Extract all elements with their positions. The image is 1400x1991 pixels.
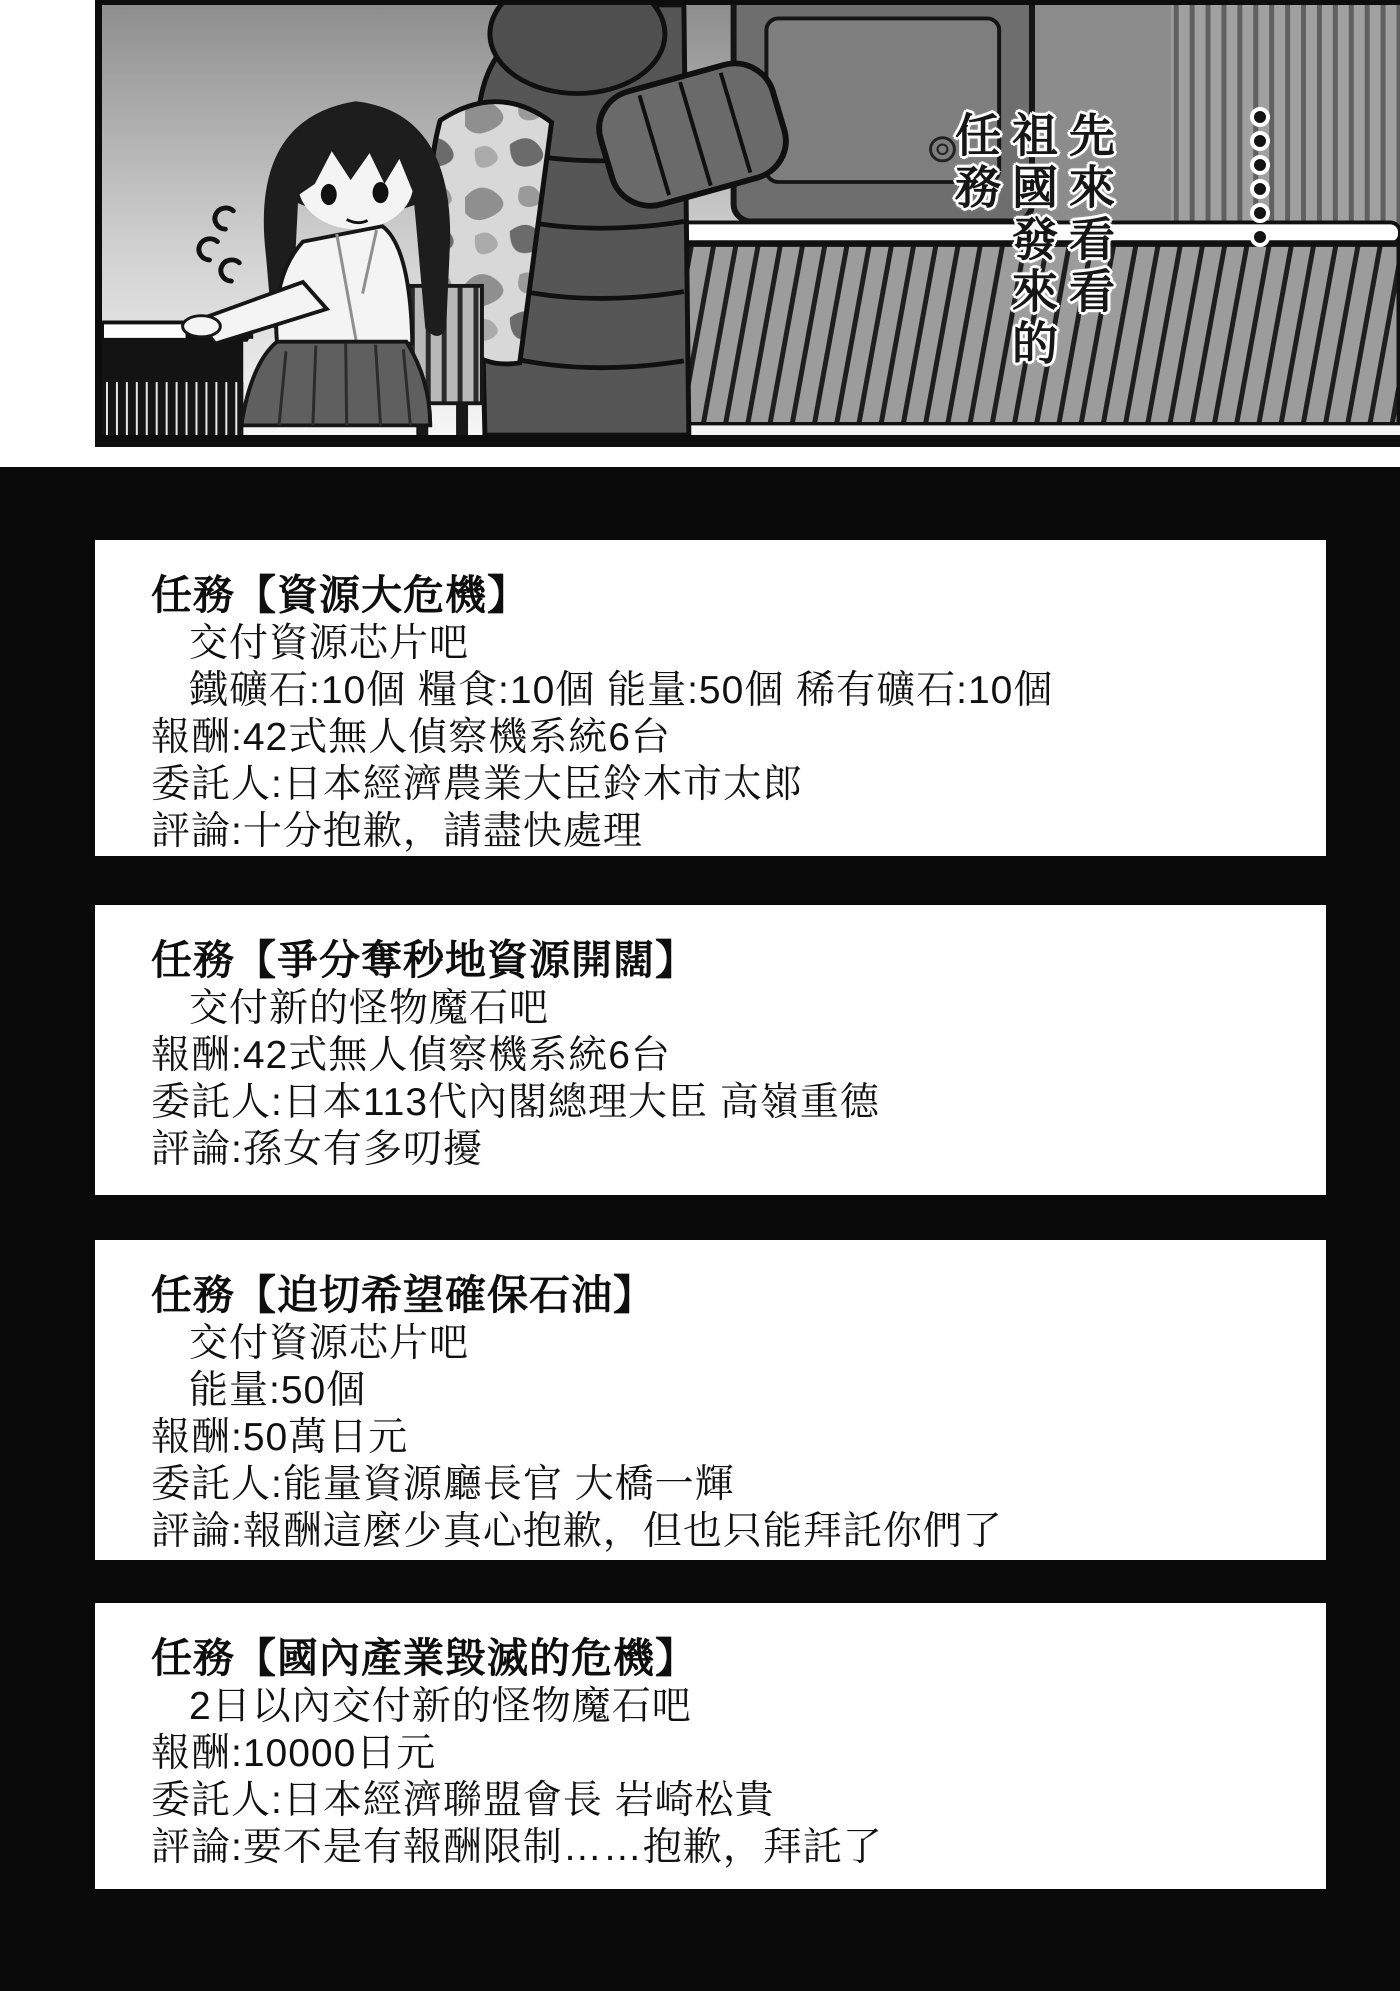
manga-panel-illustration	[102, 5, 1400, 435]
ellipsis-dot	[1250, 131, 1270, 151]
mission-title: 任務【國內產業毀滅的危機】	[151, 1635, 697, 1681]
mission-title: 任務【爭分奪秒地資源開闊】	[151, 937, 697, 983]
mission-line: 評論:報酬這麼少真心抱歉，但也只能拜託你們了	[151, 1510, 1003, 1553]
mission-title: 任務【資源大危機】	[151, 572, 529, 618]
mission-line: 鐵礦石:10個 糧食:10個 能量:50個 稀有礦石:10個	[189, 669, 1054, 712]
mission-line: 交付資源芯片吧	[189, 1322, 470, 1365]
mission-card-content	[95, 540, 1326, 855]
mission-line: 能量:50個	[189, 1369, 367, 1412]
speech-text-column: 任務	[949, 111, 1001, 215]
pleated-skirt	[241, 342, 430, 426]
mission-line: 報酬:42式無人偵察機系統6台	[151, 1034, 671, 1077]
ellipsis-dot	[1250, 107, 1270, 127]
mission-line: 報酬:42式無人偵察機系統6台	[151, 716, 671, 759]
mission-card-content	[95, 1240, 1326, 1555]
ellipsis-dot	[1250, 179, 1270, 199]
mission-line: 評論:孫女有多叨擾	[151, 1128, 483, 1171]
mission-line: 交付新的怪物魔石吧	[189, 987, 550, 1030]
mission-card-content	[95, 1603, 1326, 1871]
mission-card	[95, 540, 1326, 856]
mission-line: 委託人:日本113代內閣總理大臣 高嶺重德	[151, 1081, 880, 1124]
eye	[373, 182, 389, 203]
mission-line: 委託人:日本經濟聯盟會長 岩崎松貴	[151, 1779, 775, 1822]
ellipsis-dots	[1250, 107, 1270, 247]
mission-line: 交付資源芯片吧	[189, 622, 470, 665]
mission-line: 報酬:50萬日元	[151, 1416, 409, 1459]
mission-line: 報酬:10000日元	[151, 1732, 437, 1775]
mission-card	[95, 1240, 1326, 1560]
wall-shading	[1171, 5, 1400, 236]
ellipsis-dot	[1250, 227, 1270, 247]
eye	[321, 184, 337, 205]
mission-card	[95, 905, 1326, 1195]
ellipsis-dot	[1250, 155, 1270, 175]
mission-card	[95, 1603, 1326, 1889]
mission-line: 委託人:日本經濟農業大臣鈴木市太郎	[151, 763, 803, 806]
manga-panel	[95, 0, 1400, 447]
mission-list	[0, 467, 1400, 1991]
mission-line: 委託人:能量資源廳長官 大橋一輝	[151, 1463, 735, 1506]
speech-text-column: 祖國發來的	[1006, 111, 1058, 371]
mission-title: 任務【迫切希望確保石油】	[151, 1272, 655, 1318]
mission-line: 評論:十分抱歉，請盡快處理	[151, 810, 643, 853]
speech-vertical-text	[946, 111, 1117, 371]
mission-line: 2日以內交付新的怪物魔石吧	[189, 1685, 692, 1728]
mission-card-content	[95, 905, 1326, 1173]
hand	[183, 316, 221, 337]
mission-line: 評論:要不是有報酬限制……抱歉，拜託了	[151, 1826, 883, 1869]
speech-text-column: 先來看看	[1063, 111, 1115, 319]
ellipsis-dot	[1250, 203, 1270, 223]
